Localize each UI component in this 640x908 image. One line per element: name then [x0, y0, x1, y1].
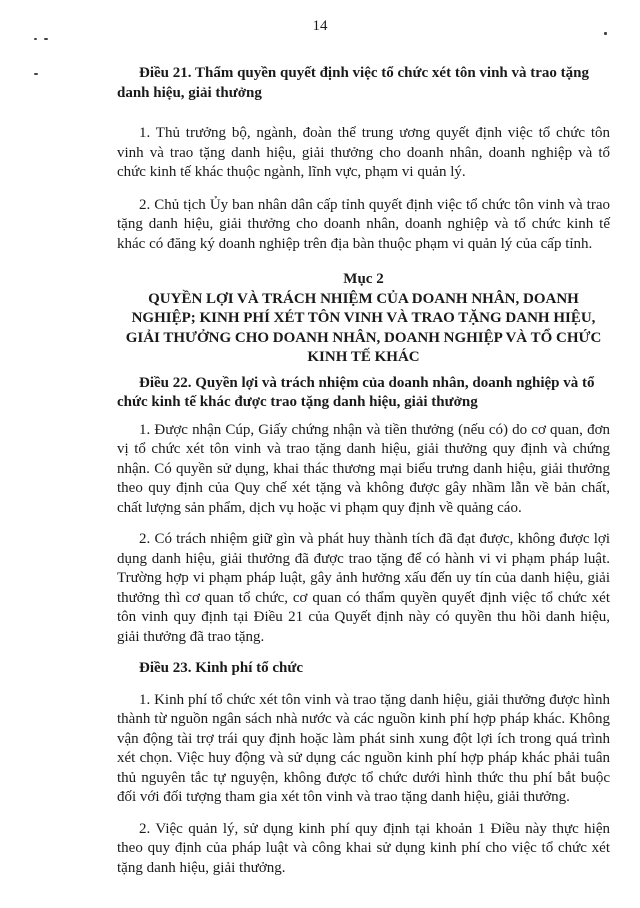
article-23-paragraph-2: 2. Việc quản lý, sử dụng kinh phí quy định tại khoản 1 Điều này thực hiện theo quy định của pháp luật và công khai sử dụng kinh phí cho việc tổ chức xét tặng danh hiệu, giải thưởng.: [117, 820, 610, 876]
article-23-title: Điều 23. Kinh phí tổ chức: [139, 660, 304, 676]
article-22-paragraph-1: 1. Được nhận Cúp, Giấy chứng nhận và tiền thưởng (nếu có) do cơ quan, đơn vị tổ chức xét tôn vinh và trao tặng danh hiệu, giải thưởng quy định và chứng nhận. Có quyền sử dụng, khai thác thương mại biểu trưng danh hiệu, giải thưởng theo quy định của Quy chế xét tặng và không được gây nhầm lẫn về bản chất, chất lượng sản phẩm, dịch vụ hoặc vi phạm quy định về quảng cáo.: [117, 421, 610, 516]
section-label: Mục 2: [343, 271, 384, 287]
article-21-paragraph-1: 1. Thủ trưởng bộ, ngành, đoàn thể trung ương quyết định việc tổ chức tôn vinh và trao tặng danh hiệu, giải thưởng cho doanh nhân, doanh nghiệp và tổ chức kinh tế khác thuộc ngành, lĩnh vực, phạm vi quản lý.: [117, 125, 610, 180]
article-22-paragraph-2: 2. Có trách nhiệm giữ gìn và phát huy thành tích đã đạt được, không được lợi dụng danh hiệu, giải thưởng đã được trao tặng để có hành vi vi phạm pháp luật. Trường hợp vi phạm pháp luật, gây ảnh hưởng xấu đến uy tín của danh hiệu, giải thưởng thì cơ quan tổ chức, cơ quan có thẩm quyền quyết định việc tổ chức xét tôn vinh quy định tại Điều 21 của Quyết định này có quyền thu hồi danh hiệu, giải thưởng đã trao tặng.: [117, 531, 610, 645]
article-23-paragraph-1: 1. Kinh phí tổ chức xét tôn vinh và trao tặng danh hiệu, giải thưởng được hình thành từ nguồn ngân sách nhà nước và các nguồn kinh phí hợp pháp khác. Không vận động tài trợ trái quy định hoặc làm phát sinh xung đột lợi ích trong quá trình xét chọn. Việc huy động và sử dụng các nguồn kinh phí hợp pháp khác phải tuân thủ nguyên tắc tự nguyện, không được tổ chức dưới hình thức thu phí bắt buộc đối với đối tượng tham gia xét tôn vinh và trao tặng danh hiệu, giải thưởng.: [117, 691, 610, 805]
page-number: 14: [312, 18, 328, 34]
scan-speck: [34, 73, 38, 75]
article-21-paragraph-2: 2. Chủ tịch Ủy ban nhân dân cấp tỉnh quyết định việc tổ chức tôn vinh và trao tặng danh hiệu, giải thưởng cho doanh nhân, doanh nghiệp và tổ chức kinh tế khác có đăng ký doanh nghiệp trên địa bàn thuộc phạm vi quản lý của cấp tỉnh.: [117, 196, 610, 252]
article-22-title: Điều 22. Quyền lợi và trách nhiệm của doanh nhân, doanh nghiệp và tổ chức kinh tế khác được trao tặng danh hiệu, giải thưởng: [117, 374, 595, 410]
section-title: QUYỀN LỢI VÀ TRÁCH NHIỆM CỦA DOANH NHÂN, DOANH NGHIỆP; KINH PHÍ XÉT TÔN VINH VÀ TRAO TẶNG DANH HIỆU, GIẢI THƯỞNG CHO DOANH NHÂN, DOANH NGHIỆP VÀ TỔ CHỨC KINH TẾ KHÁC: [125, 290, 602, 365]
article-21-title: Điều 21. Thẩm quyền quyết định việc tổ chức xét tôn vinh và trao tặng danh hiệu, giải thưởng: [117, 65, 590, 101]
document-body: [117, 64, 610, 878]
scan-speck: [44, 38, 48, 40]
scan-speck: [34, 38, 37, 40]
